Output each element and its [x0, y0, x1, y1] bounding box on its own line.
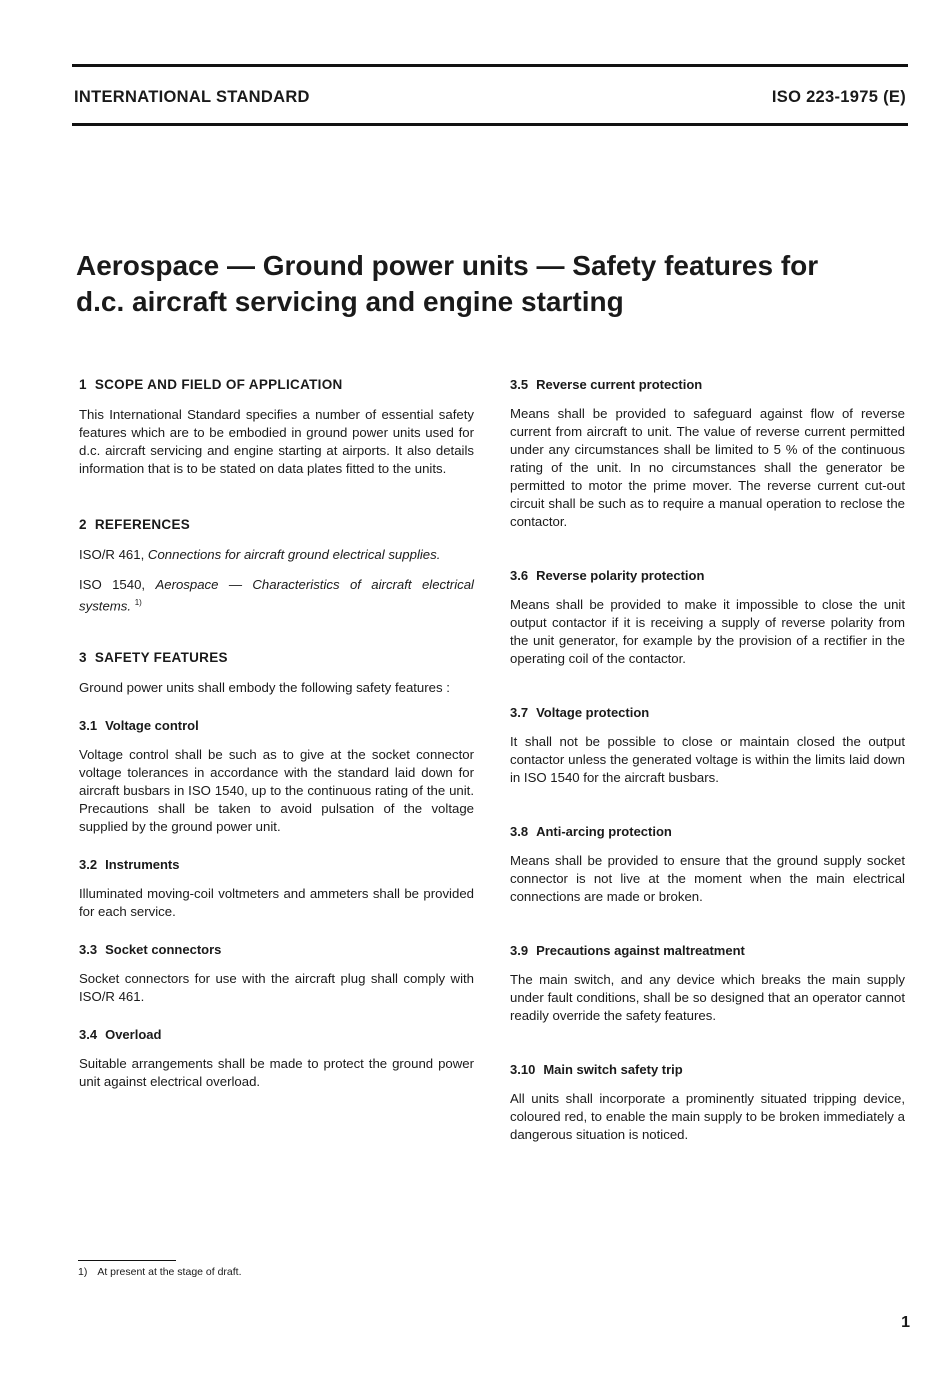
subsection-text: All units shall incorporate a prominently situated tripping device, coloured red, to enable the main supply to be broken immediately a dangerous situation is noticed. — [510, 1091, 905, 1142]
subsection-3-10 — [510, 1061, 905, 1144]
subsection-text: Means shall be provided to ensure that the ground supply socket connector is not live at the moment when the main electrical connections are made or broken. — [510, 853, 905, 904]
subsection-3-8 — [510, 823, 905, 906]
subsection-number: 3.4 — [79, 1027, 98, 1043]
subsection-title: Voltage protection — [536, 705, 650, 720]
title-line-2: d.c. aircraft servicing and engine starting — [76, 286, 624, 317]
reference-code: ISO 1540, — [79, 577, 146, 592]
subsection-number: 3.7 — [510, 705, 529, 720]
section-heading — [79, 649, 474, 667]
subsection-title: Anti-arcing protection — [536, 824, 672, 839]
title-line-1: Aerospace — Ground power units — Safety features for — [76, 250, 819, 281]
subsection-3-6 — [510, 567, 905, 668]
subsection-heading — [510, 376, 905, 394]
footnote-text: At present at the stage of draft. — [97, 1266, 242, 1278]
subsection-title: Reverse polarity protection — [536, 568, 705, 583]
section-title: SAFETY FEATURES — [94, 650, 228, 666]
subsection-title: Main switch safety trip — [543, 1062, 683, 1077]
header-standard-number: ISO 223-1975 (E) — [771, 88, 906, 106]
subsection-heading — [510, 823, 905, 841]
section-title: REFERENCES — [94, 517, 191, 532]
subsection-heading — [510, 567, 905, 585]
footnote-number: 1) — [78, 1266, 88, 1278]
subsection-title: Overload — [105, 1027, 162, 1043]
subsection-heading — [79, 717, 474, 735]
subsection-title: Precautions against maltreatment — [536, 943, 745, 958]
subsection-3-5 — [510, 376, 905, 531]
subsection-number: 3.6 — [510, 568, 529, 583]
section-text: This International Standard specifies a number of essential safety features which are to be embodied in ground power units used for d.c. aircraft servicing and engine starting at airports. It also details information that is to be stated on data plates fitted to the units. — [79, 407, 474, 476]
header-standard-label: INTERNATIONAL STANDARD — [74, 88, 310, 106]
reference-title: Aerospace — Characteristics of aircraft electrical systems. — [79, 577, 474, 614]
left-column — [79, 376, 474, 1091]
section-number: 1 — [79, 377, 87, 392]
subsection-text: Means shall be provided to safeguard against flow of reverse current from aircraft to unit. The value of reverse current permitted under any circumstances shall be limited to 5 % of the continuous rating of the unit. In no circumstances shall the generator be permitted to motor the prime mover. The reverse current cut-out circuit shall be such as to require a manual operation to reclose the contactor. — [510, 406, 905, 529]
subsection-heading — [79, 1026, 474, 1044]
section-number: 3 — [79, 650, 87, 666]
section-3 — [79, 649, 474, 697]
subsection-text: Means shall be provided to make it impossible to close the unit output contactor if it is receiving a supply of reverse polarity from the unit generator, for example by the provision of a rectifier in the operating coil of the contactor. — [510, 597, 905, 666]
subsection-title: Socket connectors — [105, 942, 222, 958]
subsection-heading — [510, 942, 905, 960]
section-title: SCOPE AND FIELD OF APPLICATION — [94, 377, 343, 392]
section-heading — [79, 376, 474, 394]
subsection-number: 3.1 — [79, 718, 98, 734]
right-column — [510, 376, 905, 1144]
subsection-number: 3.3 — [79, 942, 98, 958]
subsection-heading — [510, 1061, 905, 1079]
subsection-number: 3.8 — [510, 824, 529, 839]
subsection-number: 3.10 — [510, 1062, 536, 1077]
subsection-heading — [79, 856, 474, 874]
reference-code: ISO/R 461, — [79, 547, 145, 562]
section-text: Ground power units shall embody the following safety features : — [79, 680, 450, 696]
subsection-text: Voltage control shall be such as to give at the socket connector voltage tolerances in accordance with the standard laid down for aircraft busbars in ISO 1540, up to the continuous rating of the unit. Precautions shall be taken to avoid pulsation of the voltage supplied by the ground power unit. — [79, 747, 474, 835]
subsection-title: Reverse current protection — [536, 377, 703, 392]
subsection-title: Instruments — [105, 857, 180, 873]
reference-title: Connections for aircraft ground electrical supplies. — [147, 547, 441, 562]
subsection-text: Socket connectors for use with the aircraft plug shall comply with ISO/R 461. — [79, 971, 474, 1005]
subsection-3-1 — [79, 717, 474, 836]
reference-1 — [79, 546, 474, 564]
subsection-3-7 — [510, 704, 905, 787]
subsection-heading — [79, 941, 474, 959]
subsection-3-9 — [510, 942, 905, 1025]
footnote-rule — [78, 1260, 176, 1261]
page-number: 1 — [901, 1314, 910, 1331]
reference-2 — [79, 576, 474, 615]
subsection-number: 3.5 — [510, 377, 529, 392]
subsection-3-4 — [79, 1026, 474, 1091]
subsection-text: It shall not be possible to close or maintain closed the output contactor unless the generated voltage is within the limits laid down in ISO 1540 for the aircraft busbars. — [510, 734, 905, 785]
subsection-heading — [510, 704, 905, 722]
subsection-3-3 — [79, 941, 474, 1006]
section-number: 2 — [79, 517, 87, 532]
subsection-text: Suitable arrangements shall be made to protect the ground power unit against electrical overload. — [79, 1056, 474, 1090]
document-title — [76, 248, 896, 320]
footnote-marker: 1) — [134, 598, 142, 607]
subsection-3-2 — [79, 856, 474, 921]
subsection-text: Illuminated moving-coil voltmeters and ammeters shall be provided for each service. — [79, 886, 474, 920]
section-2 — [79, 516, 474, 615]
footnote — [78, 1266, 242, 1278]
subsection-text: The main switch, and any device which breaks the main supply under fault conditions, shall be so designed that an operator cannot readily override the safety features. — [510, 972, 905, 1023]
header-top-rule — [72, 64, 908, 67]
subsection-number: 3.9 — [510, 943, 529, 958]
header-bottom-rule — [72, 123, 908, 126]
subsection-title: Voltage control — [105, 718, 199, 734]
section-heading — [79, 516, 474, 534]
section-1 — [79, 376, 474, 478]
subsection-number: 3.2 — [79, 857, 98, 873]
